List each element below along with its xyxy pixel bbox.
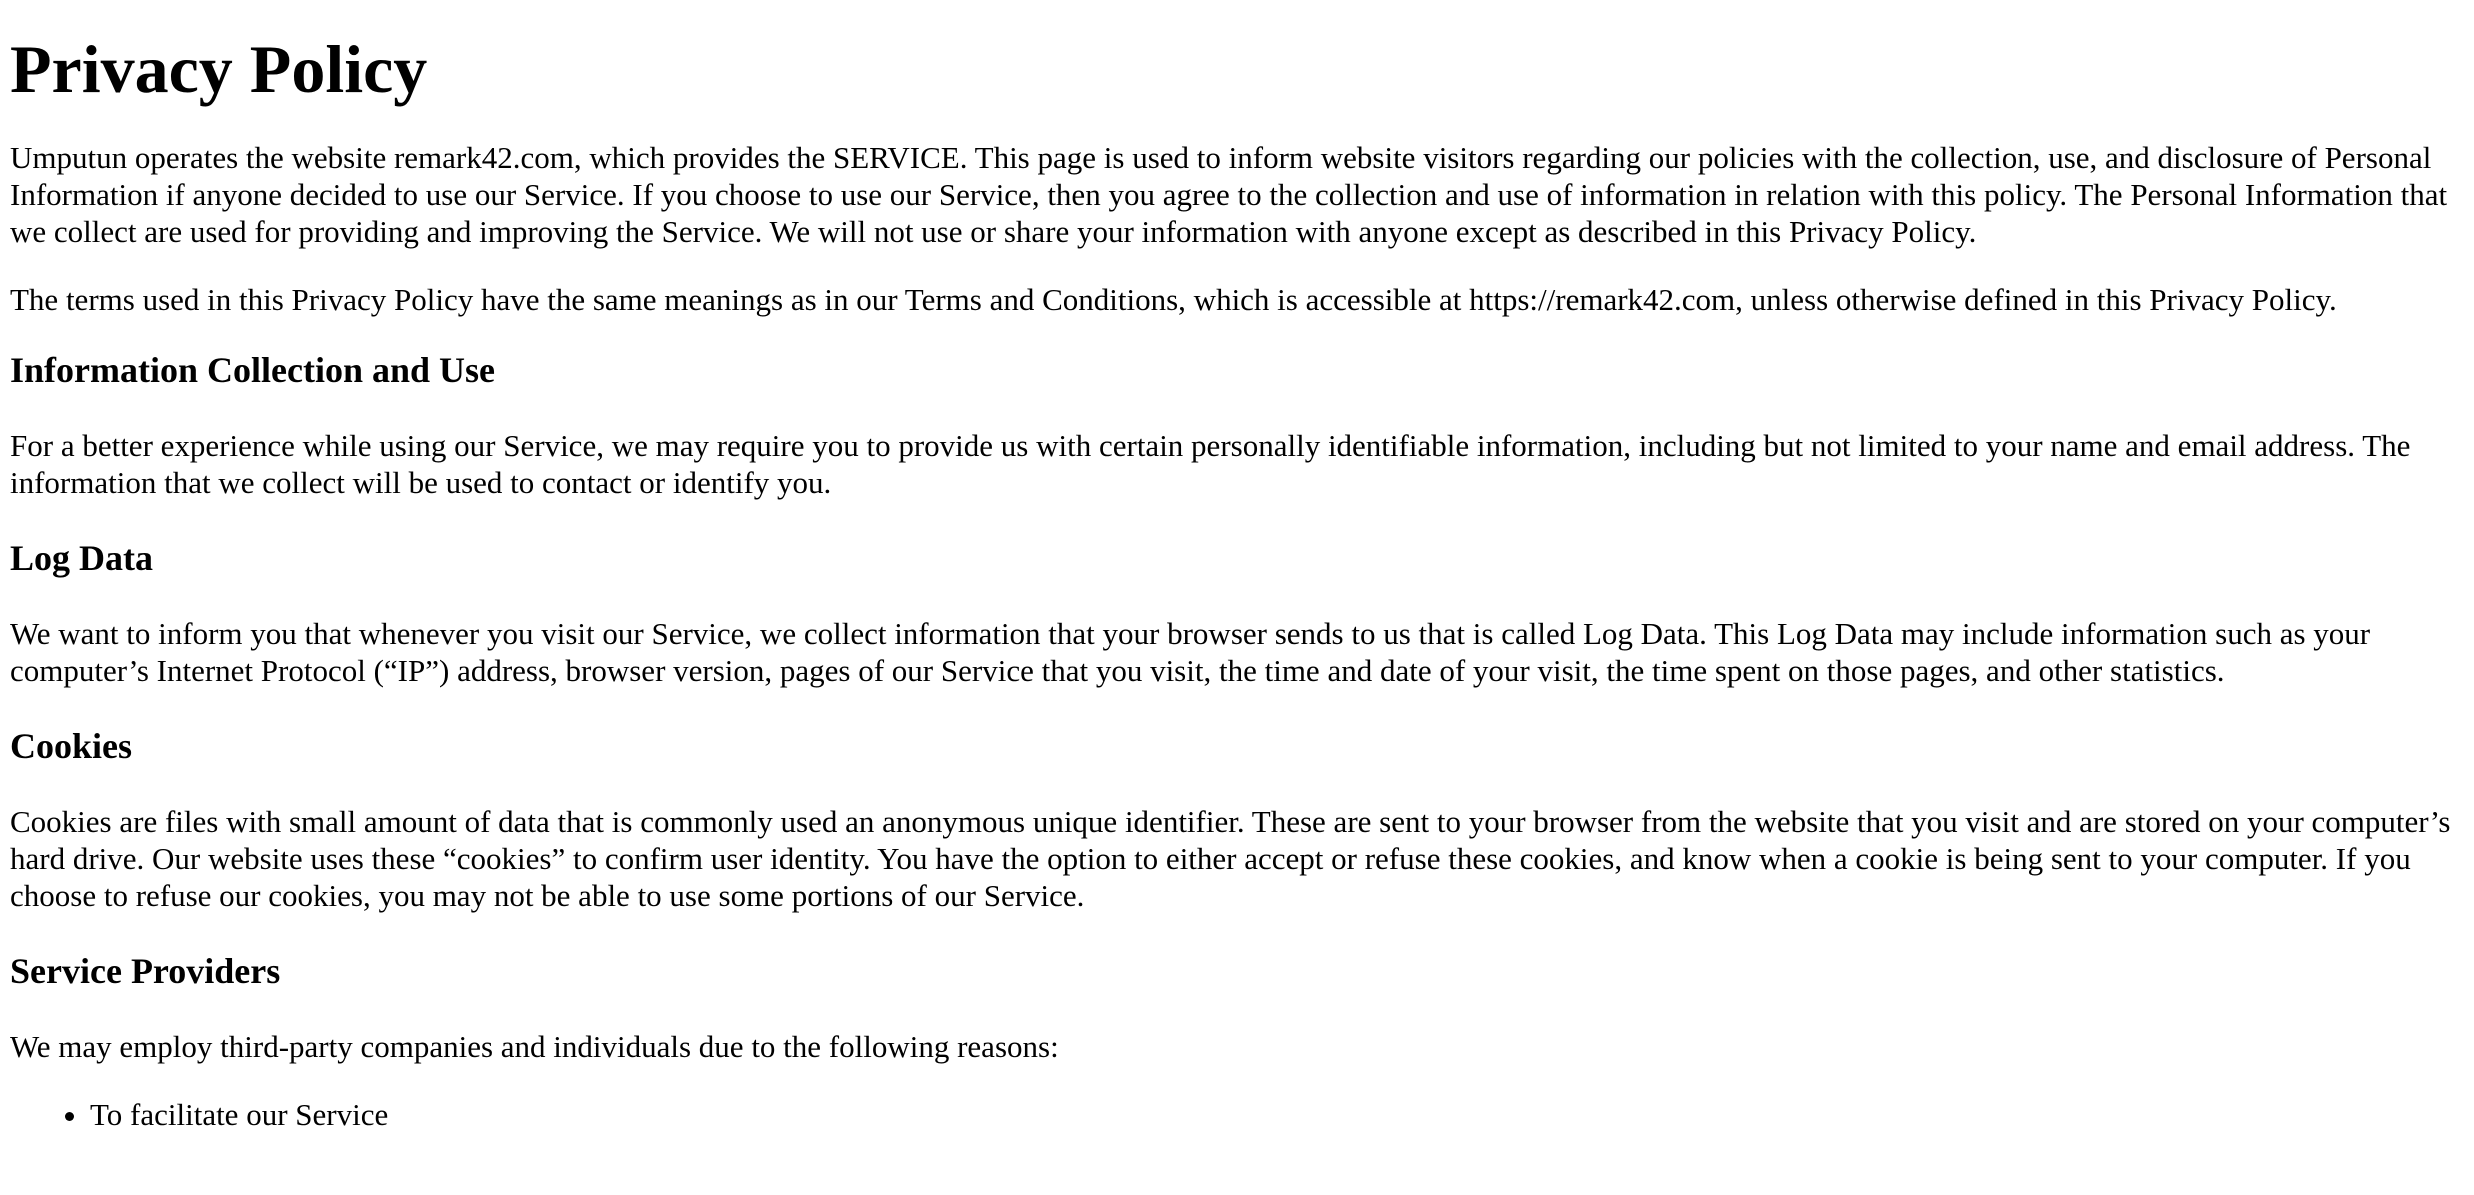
cookies-paragraph: Cookies are files with small amount of data that is commonly used an anonymous unique identifier. These are sent to your browser from the website that you visit and are stored on your computer’s hard drive. Our website uses these “cookies” to confirm user identity. You have the option to either accept or refuse these cookies, and know when a cookie is being sent to your computer. If you choose to refuse our cookies, you may not be able to use some portions of our Service. bbox=[10, 804, 2451, 913]
log-data-paragraph: We want to inform you that whenever you visit our Service, we collect information that your browser sends to us that is called Log Data. This Log Data may include information such as your computer’s Internet Protocol (“IP”) address, browser version, pages of our Service that you visit, the time and date of your visit, the time spent on those pages, and other statistics. bbox=[10, 616, 2371, 688]
intro-paragraph: Umputun operates the website remark42.com, which provides the SERVICE. This page is used to inform website visitors regarding our policies with the collection, use, and disclosure of Personal Information if anyone decided to use our Service. If you choose to use our Service, then you agree to the collection and use of information in relation with this policy. The Personal Information that we collect are used for providing and improving the Service. We will not use or share your information with anyone except as described in this Privacy Policy. bbox=[10, 140, 2448, 249]
service-providers-paragraph: We may employ third-party companies and individuals due to the following reasons: bbox=[10, 1029, 1059, 1064]
page-title: Privacy Policy bbox=[10, 31, 428, 107]
terms-paragraph: The terms used in this Privacy Policy have the same meanings as in our Terms and Conditions, which is accessible at https://remark42.com, unless otherwise defined in this Privacy Policy. bbox=[10, 282, 2337, 317]
reasons-list bbox=[10, 1096, 2464, 1133]
list-item: • To facilitate our Service bbox=[90, 1096, 2464, 1133]
section-heading-service-providers: Service Providers bbox=[10, 951, 281, 991]
section-heading-cookies: Cookies bbox=[10, 726, 133, 766]
section-heading-info-collection: Information Collection and Use bbox=[10, 350, 495, 390]
info-collection-paragraph: For a better experience while using our Service, we may require you to provide us with certain personally identifiable information, including but not limited to your name and email address. The information that we collect will be used to contact or identify you. bbox=[10, 428, 2411, 500]
section-heading-log-data: Log Data bbox=[10, 538, 153, 578]
